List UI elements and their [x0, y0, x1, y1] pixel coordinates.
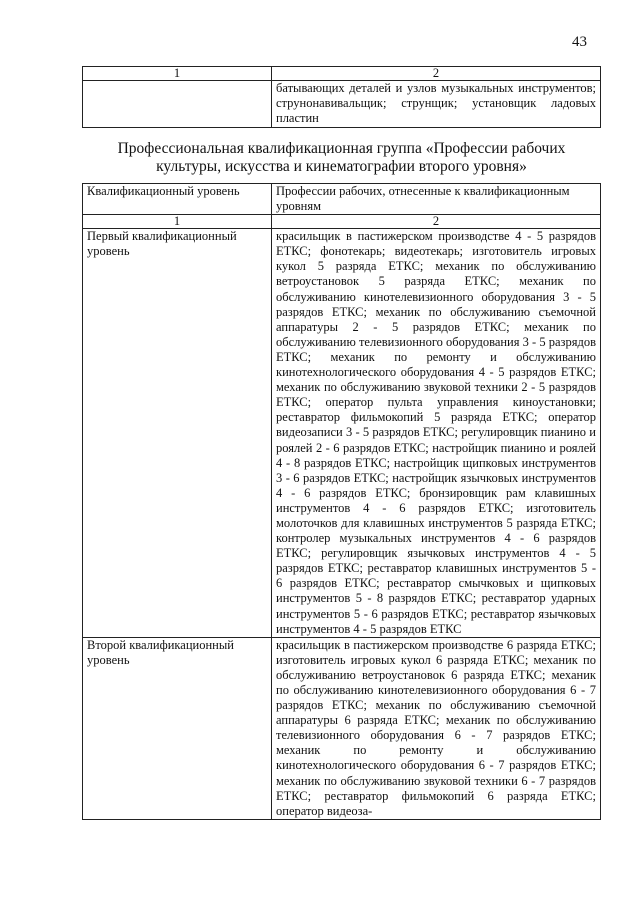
empty-cell — [83, 81, 272, 128]
header-professions: Профессии рабочих, отнесенные к квалификационным уровням — [272, 184, 601, 215]
column-number-2: 2 — [272, 215, 601, 229]
column-number-2: 2 — [272, 67, 601, 81]
table-row — [83, 637, 601, 819]
table-row — [83, 229, 601, 638]
column-number-1: 1 — [83, 215, 272, 229]
table-row — [83, 81, 601, 128]
section-heading-line-1: Профессиональная квалификационная группа «Профессии рабочих — [117, 140, 566, 157]
header-qualification-level: Квалификационный уровень — [83, 184, 272, 215]
qualification-level-cell: Второй квалификационный уровень — [83, 637, 272, 819]
section-heading — [82, 140, 601, 176]
column-number-1: 1 — [83, 67, 272, 81]
qualification-level-cell: Первый квалификационный уровень — [83, 229, 272, 638]
professions-cell: красильщик в пастижерском производстве 4 - 5 разрядов ЕТКС; фонотекарь; видеотекарь; изготовитель игровых кукол 5 разряда ЕТКС; механик по обслуживанию ветроустановок 5 разряда ЕТКС; механик по обслуживанию кинотелевизионного оборудования 3 - 5 разрядов ЕТКС; механик по обслуживанию съемочной аппаратуры 2 - 5 разрядов ЕТКС; механик по обслуживанию телевизионного оборудования 3 - 5 разрядов ЕТКС; механик по ремонту и обслуживанию кинотехнологического оборудования 4 - 5 разрядов ЕТКС; механик по обслуживанию звуковой техники 2 - 5 разрядов ЕТКС; оператор пульта управления киноустановки; реставратор фильмокопий 5 разряда ЕТКС; оператор видеозаписи 3 - 5 разрядов ЕТКС; регулировщик пианино и роялей 2 - 6 разрядов ЕТКС; настройщик пианино и роялей 4 - 8 разрядов ЕТКС; настройщик щипковых инструментов 3 - 6 разрядов ЕТКС; настройщик язычковых инструментов 4 - 6 разрядов ЕТКС; бронзировщик рам клавишных инструментов 4 - 6 разрядов ЕТКС; изготовитель молоточков для клавишных инструментов 5 разряда ЕТКС; контролер музыкальных инструментов 4 - 6 разрядов ЕТКС; регулировщик язычковых инструментов 4 - 5 разрядов ЕТКС; реставратор клавишных инструментов 5 - 6 разрядов ЕТКС; реставратор смычковых и щипковых инструментов 5 - 8 разрядов ЕТКС; реставратор ударных инструментов 5 - 6 разрядов ЕТКС; реставратор язычковых инструментов 4 - 5 разрядов ЕТКС — [272, 229, 601, 638]
section-heading-line-2: культуры, искусства и кинематографии второго уровня» — [156, 158, 527, 175]
qualification-table — [82, 183, 601, 820]
table-column-numbers — [83, 67, 601, 81]
table-column-numbers — [83, 215, 601, 229]
continuation-table — [82, 66, 601, 128]
table-header-row — [83, 184, 601, 215]
page-number: 43 — [572, 34, 587, 50]
continued-professions-cell: батывающих деталей и узлов музыкальных инструментов; струнонавивальщик; струнщик; установщик ладовых пластин — [272, 81, 601, 128]
professions-cell: красильщик в пастижерском производстве 6 разряда ЕТКС; изготовитель игровых кукол 6 разряда ЕТКС; механик по обслуживанию ветроустановок 6 разряда ЕТКС; механик по обслуживанию кинотелевизионного оборудования 6 - 7 разрядов ЕТКС; механик по обслуживанию съемочной аппаратуры 6 разряда ЕТКС; механик по обслуживанию телевизионного оборудования 6 - 7 разрядов ЕТКС; механик по ремонту и обслуживанию кинотехнологического оборудования 6 - 7 разрядов ЕТКС; механик по обслуживанию звуковой техники 6 - 7 разрядов ЕТКС; реставратор фильмокопий 6 разряда ЕТКС; оператор видеоза- — [272, 637, 601, 819]
